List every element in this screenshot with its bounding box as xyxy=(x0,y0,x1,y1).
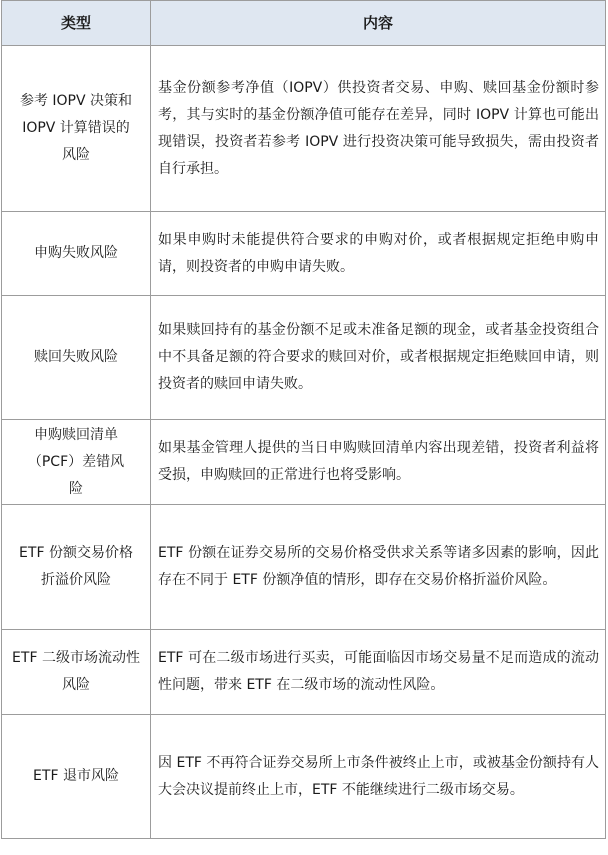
risk-type-cell: ETF 二级市场流动性风险 xyxy=(2,630,151,715)
risk-type-cell: 参考 IOPV 决策和 IOPV 计算错误的风险 xyxy=(2,46,151,212)
risk-type-cell: 申购失败风险 xyxy=(2,212,151,296)
risk-type-cell: 赎回失败风险 xyxy=(2,296,151,420)
table-row xyxy=(2,420,606,505)
risk-content-cell: 因 ETF 不再符合证券交易所上市条件被终止上市，或被基金份额持有人大会决议提前终止上市，ETF 不能继续进行二级市场交易。 xyxy=(151,715,606,839)
risk-content-cell: ETF 份额在证券交易所的交易价格受供求关系等诸多因素的影响，因此存在不同于 ETF 份额净值的情形，即存在交易价格折溢价风险。 xyxy=(151,505,606,630)
risk-type-cell: 申购赎回清单（PCF）差错风险 xyxy=(2,420,151,505)
risk-content-cell: 如果赎回持有的基金份额不足或未准备足额的现金，或者基金投资组合中不具备足额的符合要求的赎回对价，或者根据规定拒绝赎回申请，则投资者的赎回申请失败。 xyxy=(151,296,606,420)
risk-table xyxy=(1,0,606,839)
table-header-row xyxy=(2,1,606,46)
risk-content-cell: 基金份额参考净值（IOPV）供投资者交易、申购、赎回基金份额时参考，其与实时的基金份额净值可能存在差异，同时 IOPV 计算也可能出现错误，投资者若参考 IOPV 进行投资决策可能导致损失，需由投资者自行承担。 xyxy=(151,46,606,212)
header-type: 类型 xyxy=(2,1,151,46)
table-row xyxy=(2,296,606,420)
risk-content-cell: 如果申购时未能提供符合要求的申购对价，或者根据规定拒绝申购申请，则投资者的申购申请失败。 xyxy=(151,212,606,296)
header-content: 内容 xyxy=(151,1,606,46)
table-row xyxy=(2,46,606,212)
table-row xyxy=(2,505,606,630)
table-row xyxy=(2,212,606,296)
risk-content-cell: 如果基金管理人提供的当日申购赎回清单内容出现差错，投资者利益将受损，申购赎回的正常进行也将受影响。 xyxy=(151,420,606,505)
risk-table-container xyxy=(1,0,605,839)
table-row xyxy=(2,715,606,839)
risk-type-cell: ETF 退市风险 xyxy=(2,715,151,839)
table-row xyxy=(2,630,606,715)
risk-type-cell: ETF 份额交易价格折溢价风险 xyxy=(2,505,151,630)
risk-content-cell: ETF 可在二级市场进行买卖，可能面临因市场交易量不足而造成的流动性问题，带来 ETF 在二级市场的流动性风险。 xyxy=(151,630,606,715)
